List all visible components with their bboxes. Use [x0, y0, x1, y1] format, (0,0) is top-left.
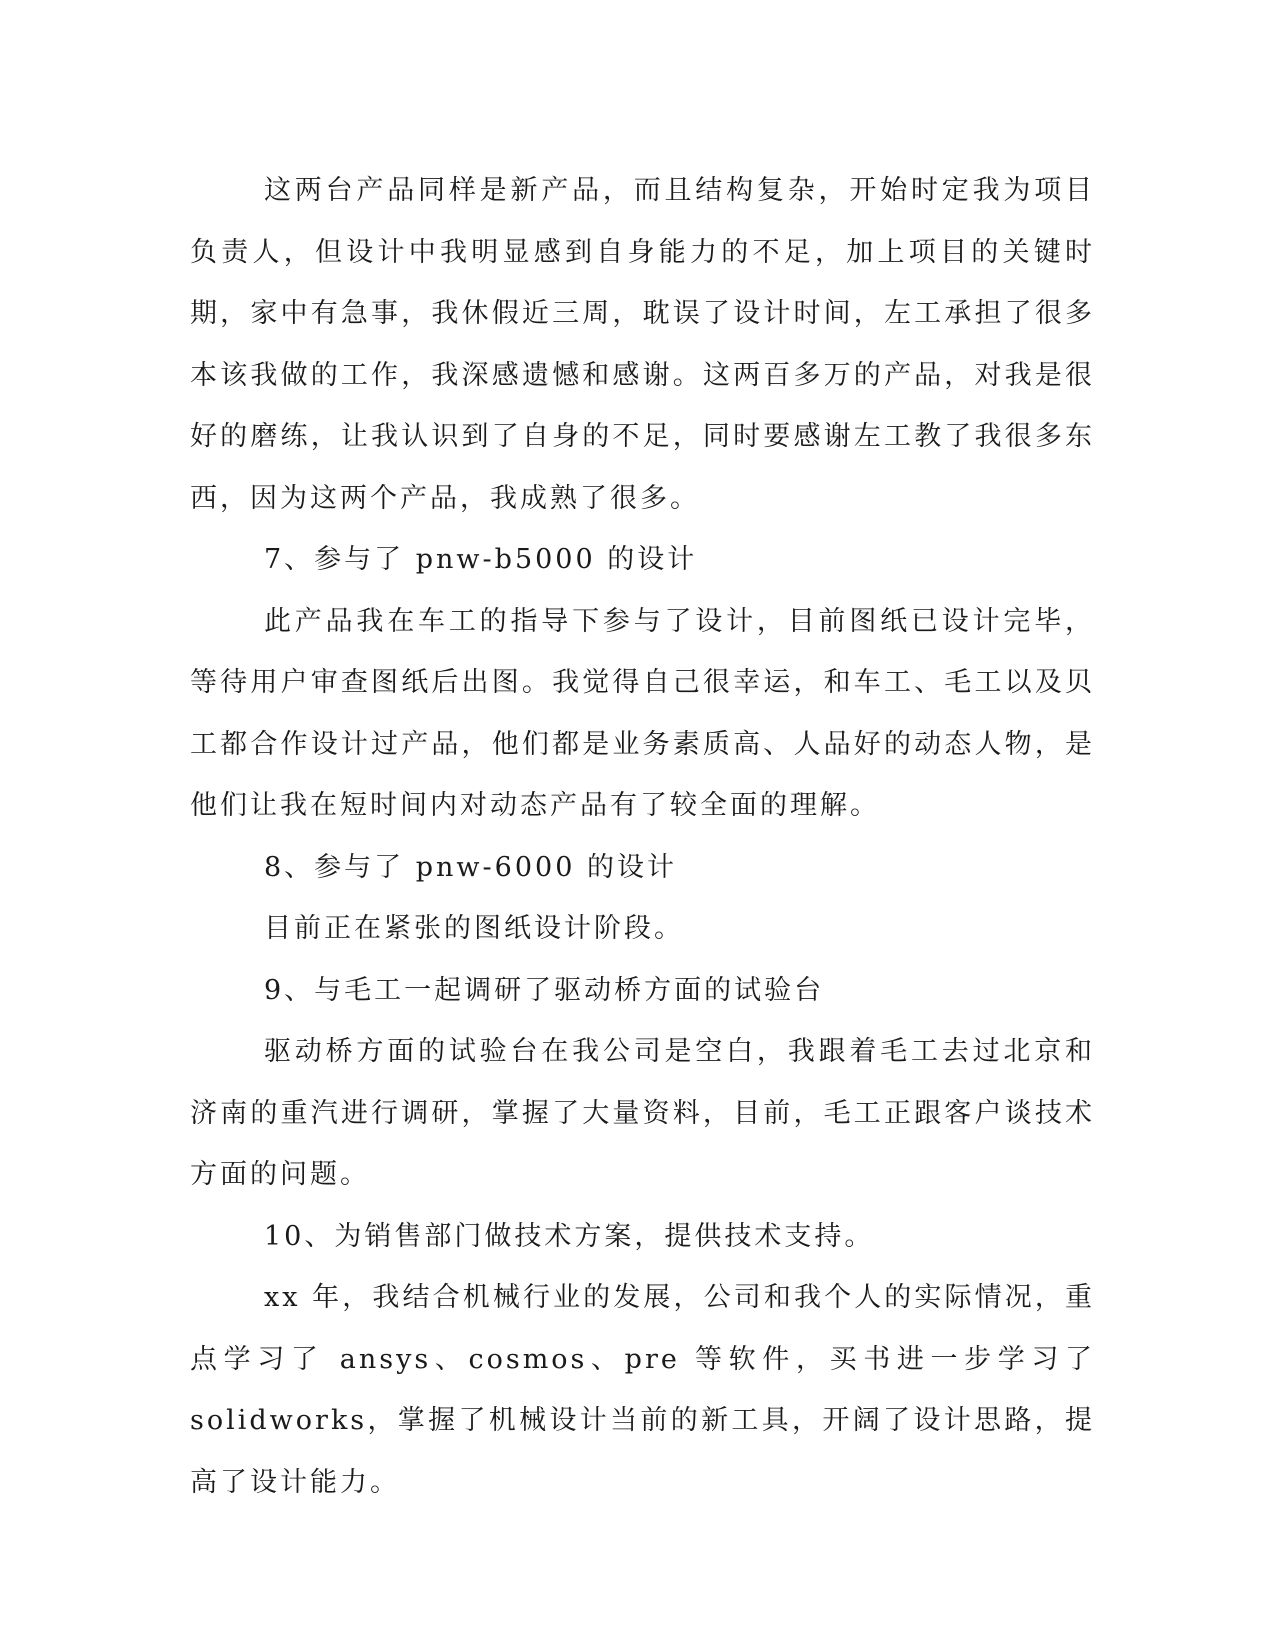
document-body — [190, 160, 1095, 1513]
item-heading-9: 9、与毛工一起调研了驱动桥方面的试验台 — [264, 974, 825, 1006]
item-heading-8: 8、参与了 pnw-6000 的设计 — [264, 851, 677, 883]
paragraph-pnw-6000: 目前正在紧张的图纸设计阶段。 — [264, 913, 684, 944]
paragraph-product-responsibility: 这两台产品同样是新产品，而且结构复杂，开始时定我为项目负责人，但设计中我明显感到自身能力的不足，加上项目的关键时期，家中有急事，我休假近三周，耽误了设计时间，左工承担了很多本该我做的工作，我深感遗憾和感谢。这两百多万的产品，对我是很好的磨练，让我认识到了自身的不足，同时要感谢左工教了我很多东西，因为这两个产品，我成熟了很多。 — [190, 175, 1095, 514]
paragraph-software-learning: xx 年，我结合机械行业的发展，公司和我个人的实际情况，重点学习了 ansys、cosmos、pre 等软件，买书进一步学习了 solidworks，掌握了机械设计当前的新工具，开阔了设计思路，提高了设计能力。 — [190, 1282, 1095, 1498]
paragraph-pnw-b5000: 此产品我在车工的指导下参与了设计，目前图纸已设计完毕，等待用户审查图纸后出图。我觉得自己很幸运，和车工、毛工以及贝工都合作设计过产品，他们都是业务素质高、人品好的动态人物，是他们让我在短时间内对动态产品有了较全面的理解。 — [190, 605, 1095, 821]
item-heading-7: 7、参与了 pnw-b5000 的设计 — [264, 544, 698, 575]
paragraph-test-bench: 驱动桥方面的试验台在我公司是空白，我跟着毛工去过北京和济南的重汽进行调研，掌握了大量资料，目前，毛工正跟客户谈技术方面的问题。 — [190, 1036, 1095, 1190]
item-heading-10: 10、为销售部门做技术方案，提供技术支持。 — [264, 1220, 875, 1252]
